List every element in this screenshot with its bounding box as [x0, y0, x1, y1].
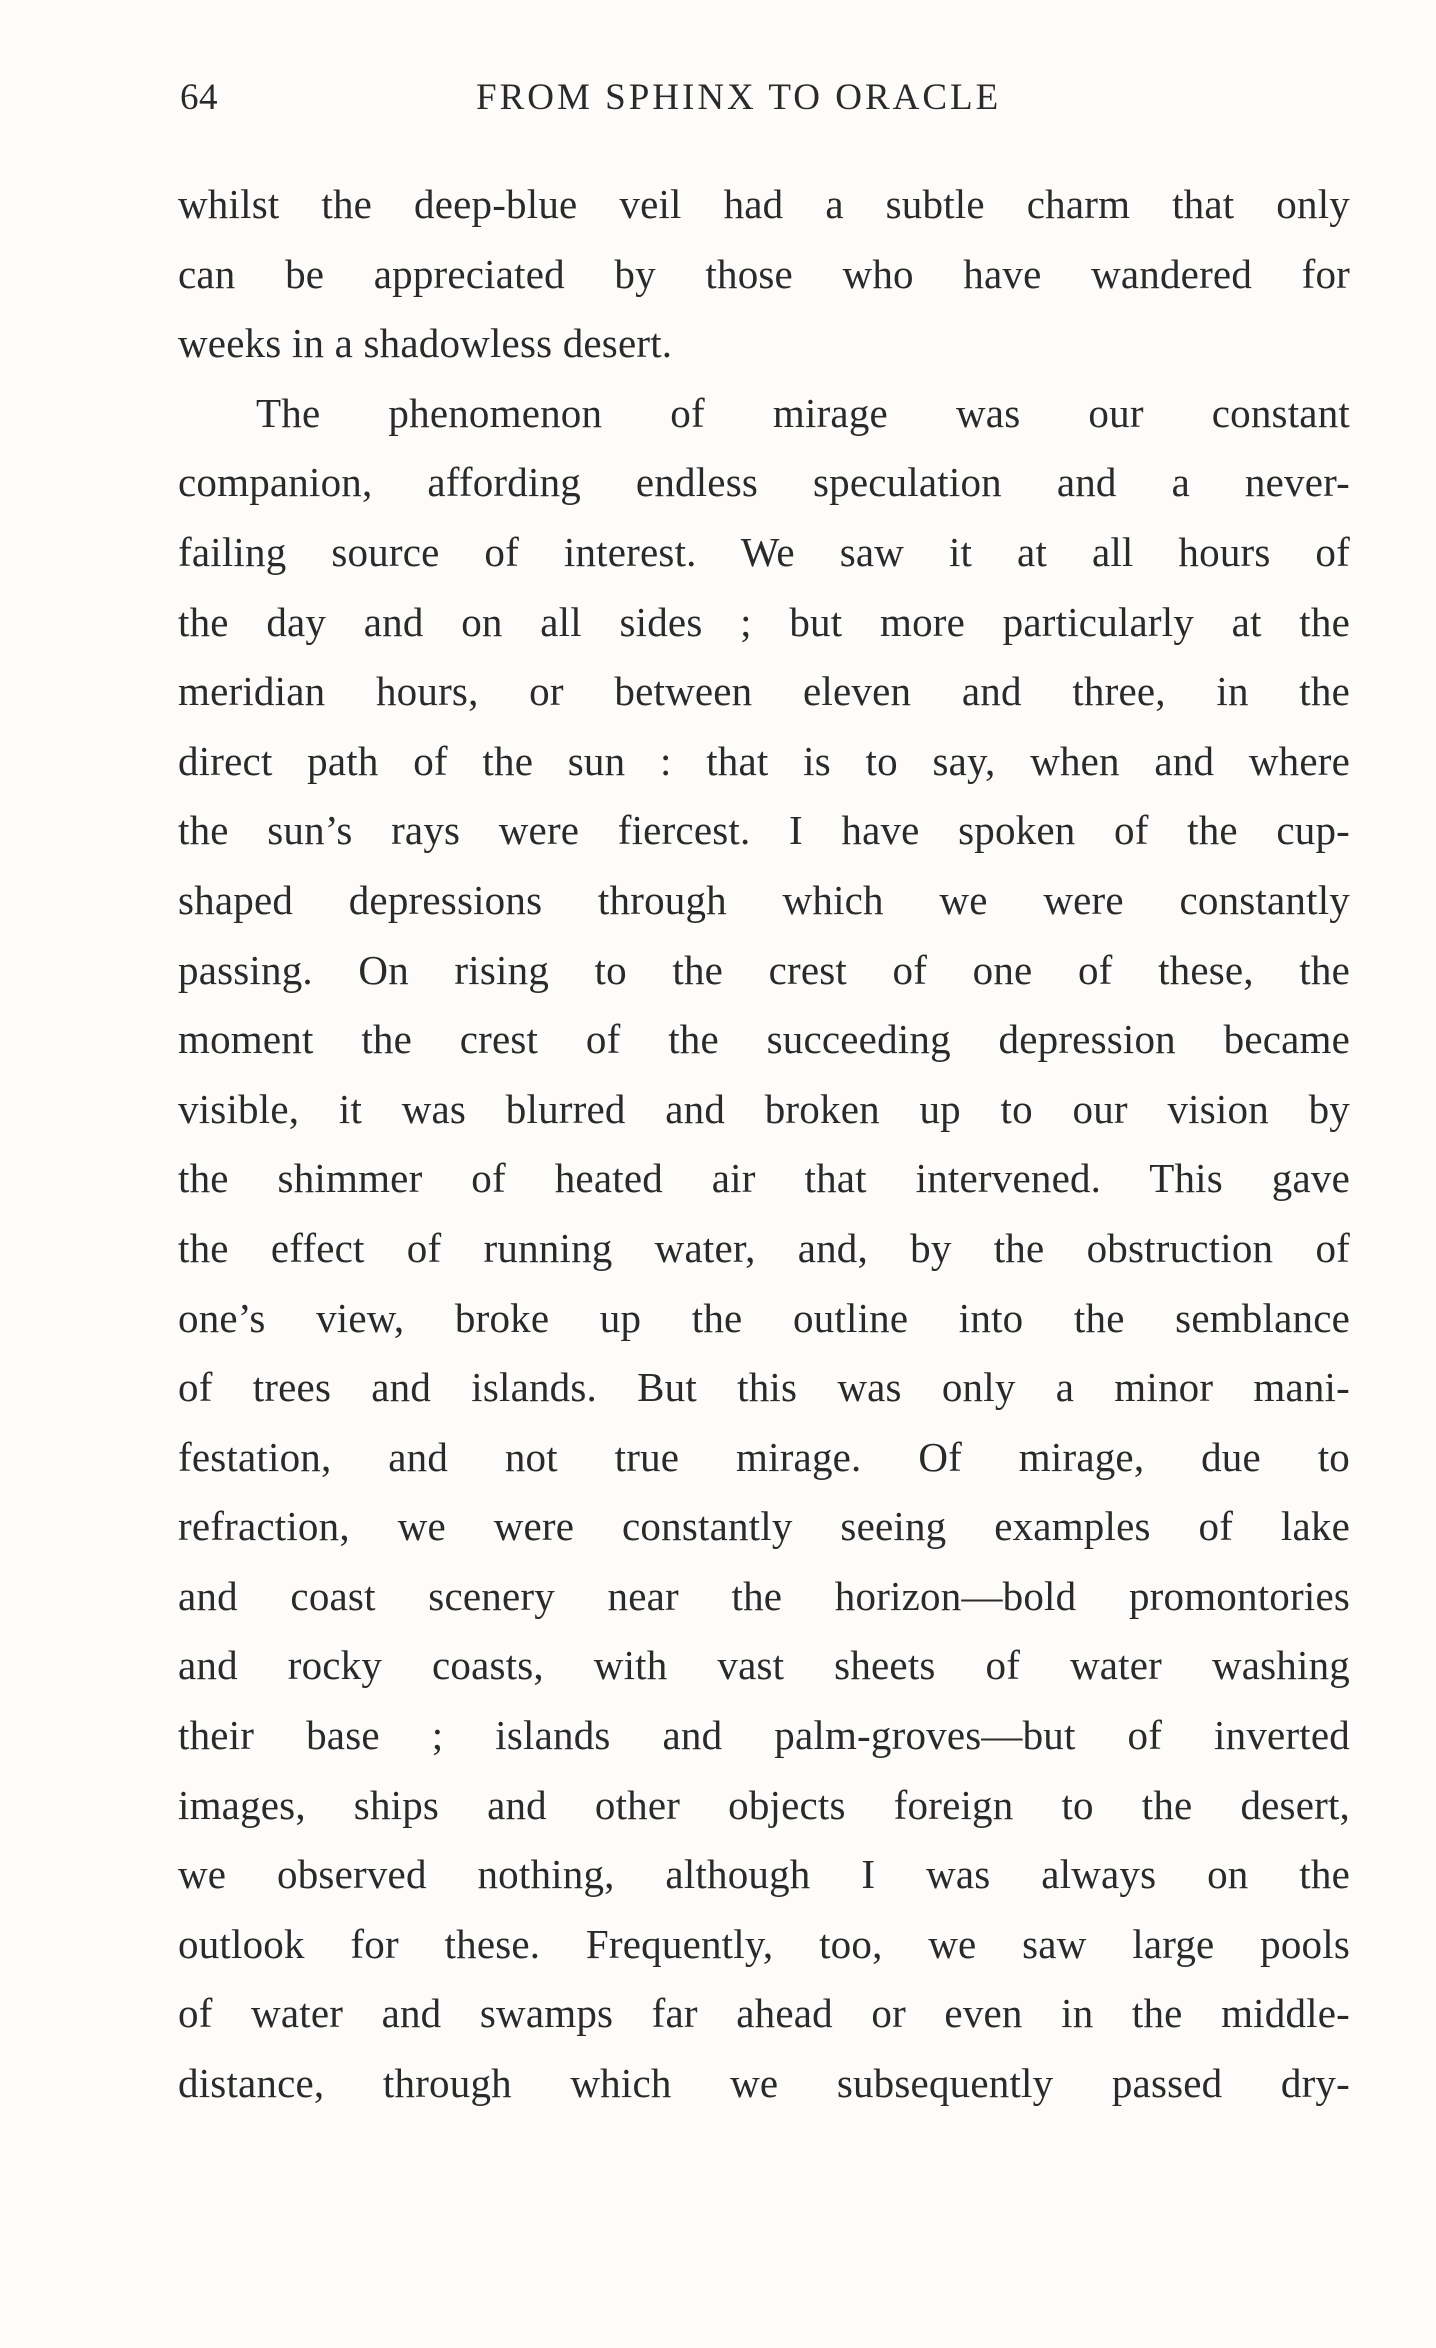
- text-line: the effect of running water, and, by the obstruction of: [178, 1224, 1350, 1271]
- text-line: the shimmer of heated air that intervened. This gave: [178, 1155, 1350, 1202]
- body-text: [178, 170, 1350, 2119]
- page-number: 64: [180, 77, 218, 118]
- text-line: festation, and not true mirage. Of mirage, due to: [178, 1433, 1350, 1480]
- text-line: of water and swamps far ahead or even in the middle-: [178, 1990, 1350, 2037]
- text-line: and coast scenery near the horizon—bold promontories: [178, 1572, 1350, 1619]
- text-line: refraction, we were constantly seeing examples of lake: [178, 1503, 1350, 1550]
- text-line: passing. On rising to the crest of one of these, the: [178, 946, 1350, 993]
- text-line: images, ships and other objects foreign to the desert,: [178, 1781, 1350, 1828]
- text-line: distance, through which we subsequently passed dry-: [178, 2060, 1350, 2107]
- text-line: shaped depressions through which we were constantly: [178, 876, 1350, 923]
- text-line: can be appreciated by those who have wandered for: [178, 250, 1350, 297]
- text-line: companion, affording endless speculation and a never-: [178, 459, 1350, 506]
- text-line: of trees and islands. But this was only a minor mani-: [178, 1364, 1350, 1411]
- text-line: moment the crest of the succeeding depression became: [178, 1016, 1350, 1063]
- text-line: the sun’s rays were fiercest. I have spoken of the cup-: [178, 807, 1350, 854]
- text-line: the day and on all sides ; but more particularly at the: [178, 598, 1350, 645]
- text-line: and rocky coasts, with vast sheets of water washing: [178, 1642, 1350, 1689]
- text-line: whilst the deep-blue veil had a subtle charm that only: [178, 181, 1350, 227]
- text-line: failing source of interest. We saw it at all hours of: [178, 528, 1350, 575]
- text-line: we observed nothing, although I was always on the: [178, 1851, 1350, 1898]
- text-line: one’s view, broke up the outline into the semblance: [178, 1294, 1350, 1341]
- text-line: meridian hours, or between eleven and three, in the: [178, 668, 1350, 715]
- text-line-paragraph-start: The phenomenon of mirage was our constant: [256, 389, 1350, 436]
- text-line: their base ; islands and palm-groves—but of inverted: [178, 1712, 1350, 1759]
- text-line-paragraph-end: weeks in a shadowless desert.: [178, 320, 673, 367]
- text-line: visible, it was blurred and broken up to our vision by: [178, 1085, 1350, 1132]
- running-title: FROM SPHINX TO ORACLE: [476, 77, 1002, 118]
- text-line: outlook for these. Frequently, too, we saw large pools: [178, 1920, 1350, 1967]
- running-head: [180, 76, 1350, 124]
- text-line: direct path of the sun : that is to say, when and where: [178, 737, 1350, 784]
